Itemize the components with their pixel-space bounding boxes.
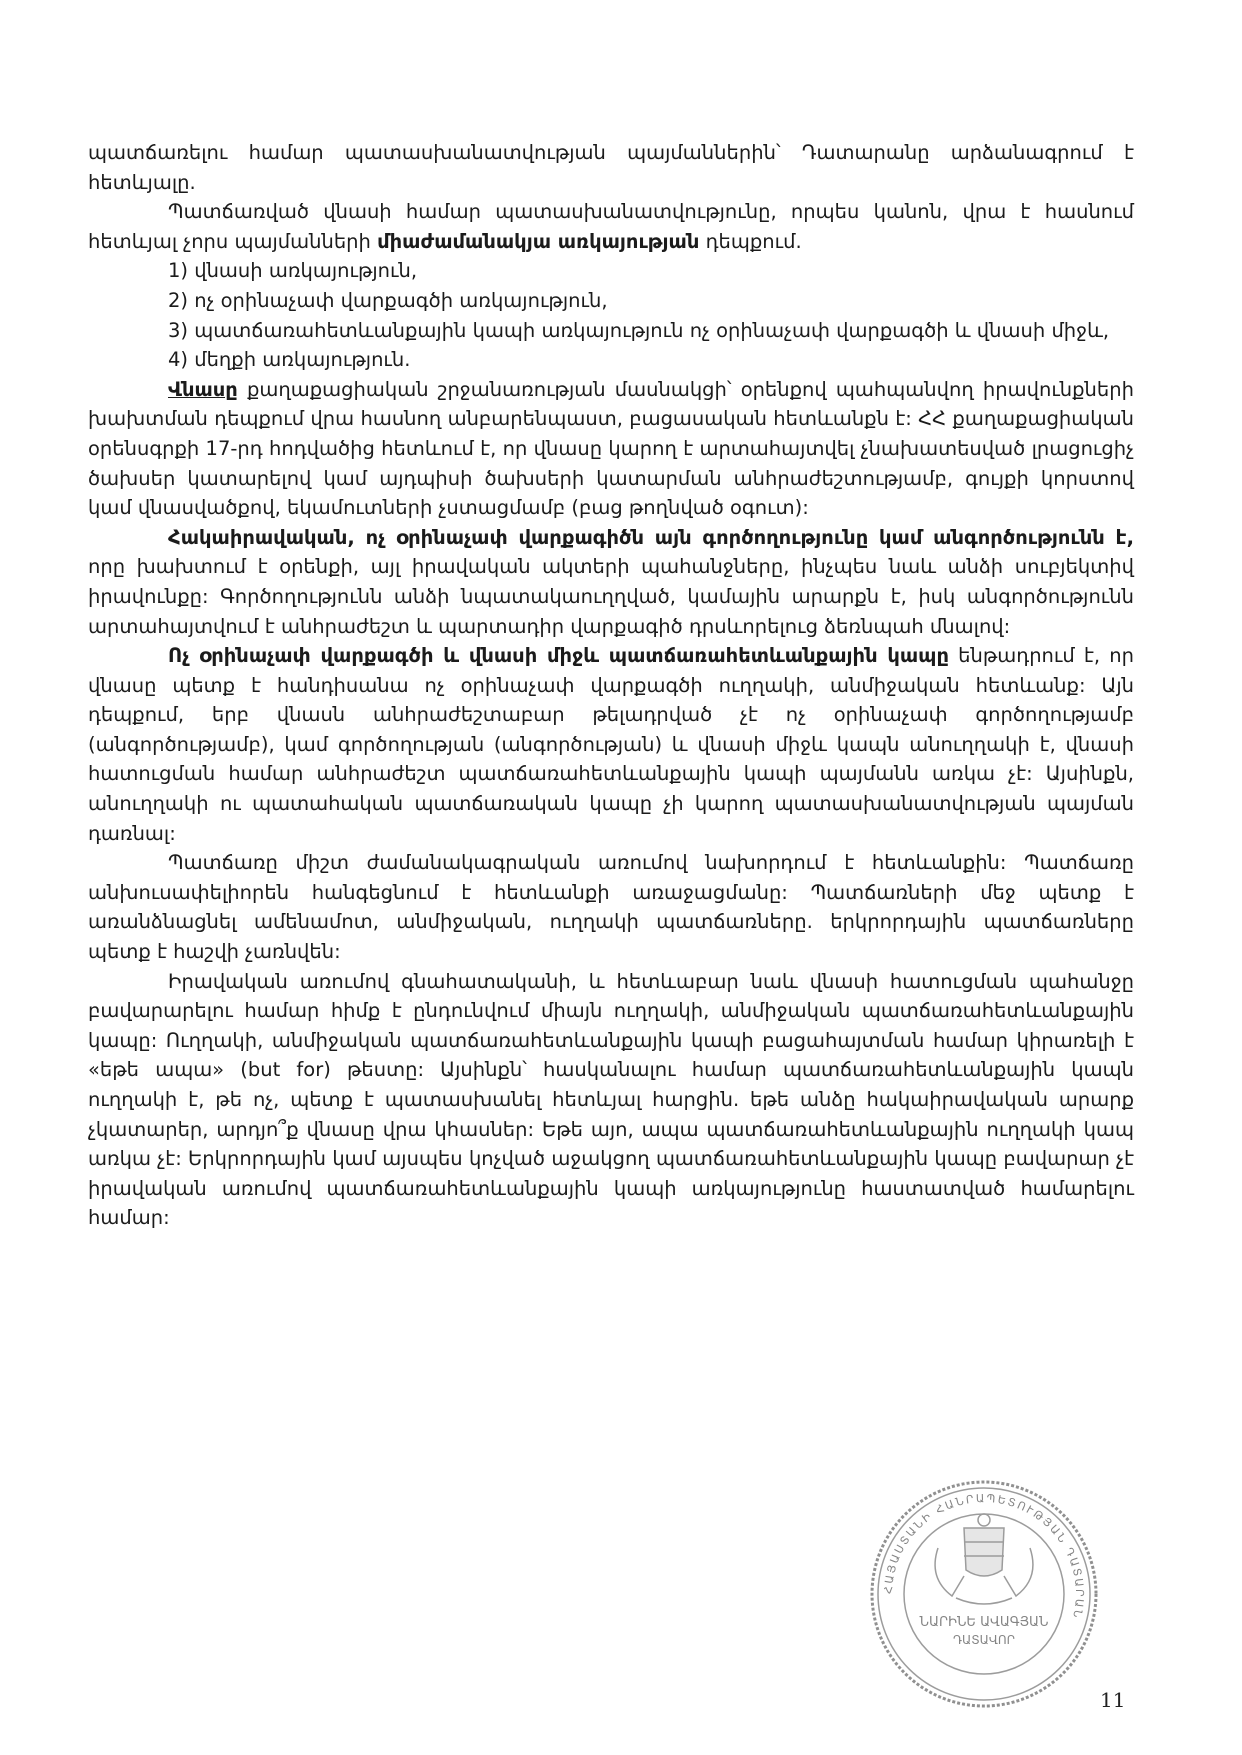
seal-judge-title: ԴԱՏԱՎՈՐ [952,1633,1016,1647]
text-run: Պատճառված վնասի համար պատասխանատվությունը, որպես կանոն, վրա է հասնում հետևյալ չորս պայմանների [88,200,1134,253]
coat-of-arms-icon [935,1514,1033,1604]
paragraph-unlawful-conduct [88,523,1134,641]
paragraph-intro [88,138,1134,197]
text-run: քաղաքացիական շրջանառության մասնակցի՝ օրենքով պահպանվող իրավունքների խախտման դեպքում վրա հասնող անբարենպաստ, բացասական հետևանքն է: ՀՀ քաղաքացիական օրենսգրքի 17-րդ հոդվածից հետևում է, որ վնասը կարող է արտահայտվել չնախատեսված լրացուցիչ ծախսեր կատարելով կամ այդպիսի ծախսերի կատարման անհրաժեշտությամբ, գույքի կորստով կամ վնասվածքով, եկամուտների չստացմամբ (բաց թողնված օգուտ): [88,377,1134,520]
list-item-2 [88,286,1134,316]
text-run: 1) վնասի առկայություն, [168,259,418,283]
paragraph-cause-precedes [88,848,1134,966]
page-number: 11 [1100,1688,1126,1712]
bold-text-run: Ոչ օրինաչափ վարքագծի և վնասի միջև պատճառահետևանքային կապը [168,644,949,668]
text-run: ենթադրում է, որ վնասը պետք է հանդիսանա ոչ օրինաչափ վարքագծի ուղղակի, անմիջական հետևանք: Այն դեպքում, երբ վնասն անհրաժեշտաբար թելադրված չէ ոչ օրինաչափ գործողությամբ (անգործությամբ), կամ գործողության (անգործության) և վնասի միջև կապն անուղղակի է, վնասի հատուցման համար անհրաժեշտ պատճառահետևանքային կապի պայմանն առկա չէ: Այսինքն, անուղղակի ու պատահական պատճառական կապը չի կարող պատասխանատվության պայման դառնալ: [88,644,1134,845]
document-page [88,138,1134,1233]
text-run: 3) պատճառահետևանքային կապի առկայություն ոչ օրինաչափ վարքագծի և վնասի միջև, [168,318,1110,342]
text-run: դեպքում. [699,229,802,253]
bold-text-run: Վնասը [168,377,238,401]
paragraph-harm-definition [88,375,1134,523]
paragraph-liability-conditions [88,197,1134,256]
text-run: Իրավական առումով գնահատականի, և հետևաբար նաև վնասի հատուցման պահանջը բավարարելու համար հիմք է ընդունվում միայն ուղղակի, անմիջական պատճառահետևանքային կապը: Ուղղակի, անմիջական պատճառահետևանքային կապի բացահայտման համար կիրառելի է «եթե ապա» (but for) թեստը: Այսինքն՝ հասկանալու համար պատճառահետևանքային կապն ուղղակի է, թե ոչ, պետք է պատասխանել հետևյալ հարցին. եթե անձը հակաիրավական արարք չկատարեր, արդյո՞ք վնասը վրա կհասներ: Եթե այո, ապա պատճառահետևանքային ուղղակի կապ առկա չէ: Երկրորդային կամ այսպես կոչված աջակցող պատճառահետևանքային կապը բավարար չէ իրավական առումով պատճառահետևանքային կապի առկայությունը հաստատված համարելու համար: [88,969,1134,1230]
text-run: 4) մեղքի առկայություն. [168,348,411,372]
text-run: պատճառելու համար պատասխանատվության պայմաններին՝ Դատարանը արձանագրում է հետևյալը. [88,141,1134,194]
bold-text-run: Հակաիրավական, ոչ օրինաչափ վարքագիծն այն գործողությունը կամ անգործությունն է, [168,525,1134,549]
text-run: Պատճառը միշտ ժամանակագրական առումով նախորդում է հետևանքին: Պատճառը անխուսափելիորեն հանգեցնում է հետևանքի առաջացմանը: Պատճառների մեջ պետք է առանձնացնել ամենամոտ, անմիջական, ուղղակի պատճառները. երկրորդային պատճառները պետք է հաշվի չառնվեն: [88,851,1134,964]
paragraph-causal-link [88,641,1134,848]
seal-graphic [868,1478,1100,1710]
seal-outer-ring [872,1482,1096,1706]
bold-text-run: միաժամանակյա առկայության [377,229,700,253]
seal-judge-name: ՆԱՐԻՆԵ ԱՎԱԳՅԱՆ [919,1615,1049,1630]
list-item-1 [88,256,1134,286]
judge-seal-stamp [868,1478,1100,1710]
list-item-4 [88,345,1134,375]
text-run: որը խախտում է օրենքի, այլ իրավական ակտերի պահանջները, ինչպես նաև անձի սուբյեկտիվ իրավունքը: Գործողությունն անձի նպատակաուղղված, կամային արարքն է, իսկ անգործությունն արտահայտվում է անհրաժեշտ և պարտադիր վարքագիծ դրսևորելուց ձեռնպահ մնալով: [88,555,1134,638]
paragraph-but-for-test [88,967,1134,1233]
seal-ring-text: ՀԱՅԱՍՏԱՆԻ ՀԱՆՐԱՊԵՏՈՒԹՅԱՆ ԴԱՏԱՐԱՆ [881,1491,1087,1621]
seal-middle-ring [878,1488,1090,1700]
list-item-3 [88,316,1134,346]
text-run: 2) ոչ օրինաչափ վարքագծի առկայություն, [168,288,608,312]
